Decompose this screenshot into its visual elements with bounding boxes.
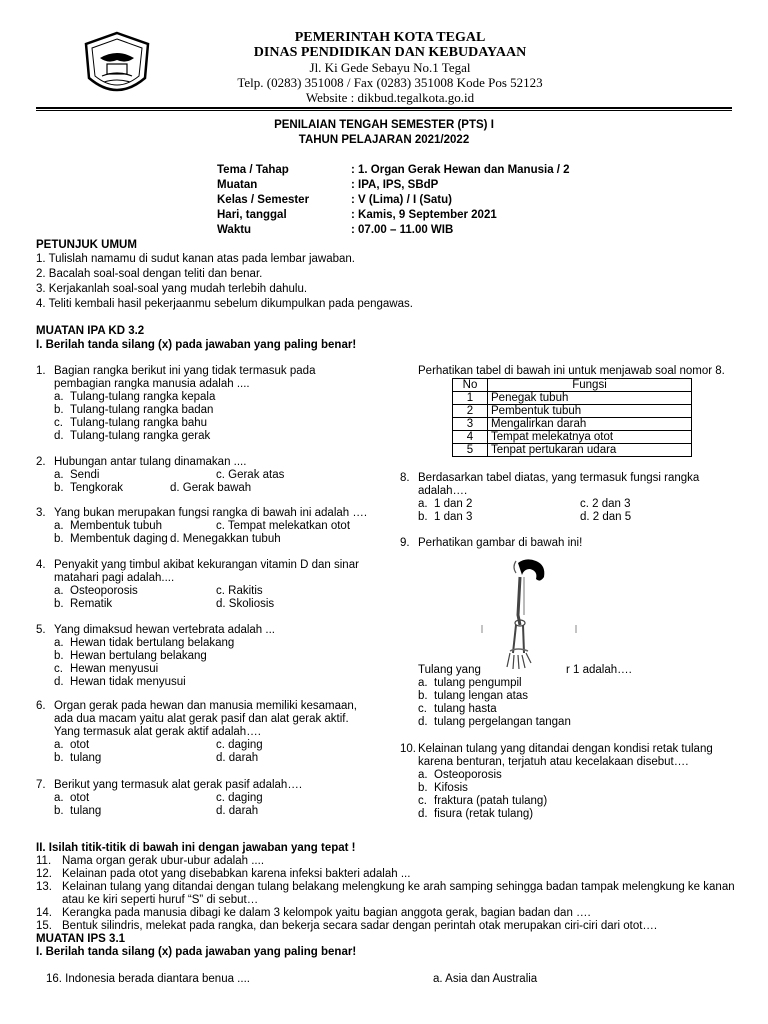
info-value: : Kamis, 9 September 2021 (351, 209, 497, 221)
question-5 (36, 624, 366, 689)
question-number: 10. (400, 743, 416, 755)
table-cell: Tenpat pertukaran udara (488, 444, 692, 457)
info-row (217, 163, 570, 178)
question-number: 6. (36, 700, 46, 712)
option-a[interactable]: a. tulang pengumpil (418, 677, 522, 689)
option-d[interactable]: d. fisura (retak tulang) (418, 808, 534, 820)
divider (36, 110, 732, 111)
question-text: Bagian rangka berikut ini yang tidak termasuk pada (54, 365, 316, 377)
table-row (453, 392, 692, 405)
kop-address: Jl. Ki Gede Sebayu No.1 Tegal (309, 60, 471, 75)
info-value: : 07.00 – 11.00 WIB (351, 224, 454, 236)
question-6 (36, 700, 376, 765)
info-row (217, 208, 570, 223)
question-text: ada dua macam yaitu alat gerak pasif dan alat gerak aktif. (54, 713, 349, 725)
question-text: Berikut yang termasuk alat gerak pasif adalah…. (54, 779, 303, 791)
info-key: Muatan (217, 179, 258, 191)
question-16: 16. Indonesia berada diantara benua .... (46, 973, 250, 985)
option-d[interactable]: d. darah (216, 805, 259, 817)
option-a[interactable]: a. Sendi (54, 469, 100, 481)
option-c[interactable]: c. daging (216, 739, 263, 751)
table-cell: 3 (453, 418, 488, 431)
table-cell: Mengalirkan darah (488, 418, 692, 431)
option-c[interactable]: c. fraktura (patah tulang) (418, 795, 548, 807)
question-number: 4. (36, 559, 46, 571)
option-a[interactable]: a. Tulang-tulang rangka kepala (54, 391, 216, 403)
option-d[interactable]: d. Skoliosis (216, 598, 275, 610)
function-table (452, 378, 692, 457)
instruction-item: 3. Kerjakanlah soal-soal yang mudah terlebih dahulu. (36, 283, 308, 295)
instruction-item: 2. Bacalah soal-soal dengan teliti dan benar. (36, 268, 263, 280)
ips-heading: MUATAN IPS 3.1 (36, 933, 126, 945)
question-10 (400, 743, 740, 821)
kop-line1: PEMERINTAH KOTA TEGAL (294, 30, 486, 45)
table-cell: 4 (453, 431, 488, 444)
option-b[interactable]: b. Membentuk daging (54, 533, 168, 545)
short-answer-section (36, 842, 736, 959)
table-cell: Penegak tubuh (488, 392, 692, 405)
short-answer-item: 14. Kerangka pada manusia dibagi ke dalam 3 kelompok yaitu bagian anggota gerak, bagian badan dan …. (36, 907, 591, 919)
question-number: 1. (36, 365, 46, 377)
option-a[interactable]: a. Hewan tidak bertulang belakang (54, 637, 235, 649)
info-row (217, 178, 570, 193)
title-line2: TAHUN PELAJARAN 2021/2022 (298, 134, 470, 146)
question-text: karena benturan, terjatuh atau kecelakaan disebut…. (418, 756, 689, 768)
option-b[interactable]: b. tulang lengan atas (418, 690, 528, 702)
option-c[interactable]: c. 2 dan 3 (580, 498, 631, 510)
question-2 (36, 456, 366, 495)
short-answer-item: 13. Kelainan tulang yang ditandai dengan tulang belakang melengkung ke arah samping sehingga badan tampak melengkung ke kanan (36, 881, 735, 893)
option-c[interactable]: c. Gerak atas (216, 469, 285, 481)
question-text: Tulang yang (418, 664, 481, 676)
option-c[interactable]: c. Tulang-tulang rangka bahu (54, 417, 208, 429)
exam-info (217, 163, 570, 238)
option-b[interactable]: b. Kifosis (418, 782, 468, 794)
title-line1: PENILAIAN TENGAH SEMESTER (PTS) I (274, 119, 494, 131)
option-c[interactable]: c. tulang hasta (418, 703, 497, 715)
question-text: Organ gerak pada hewan dan manusia memiliki kesamaan, (54, 700, 357, 712)
info-key: Hari, tanggal (217, 209, 287, 221)
table-cell: Tempat melekatnya otot (488, 431, 692, 444)
info-key: Tema / Tahap (217, 164, 289, 176)
option-d[interactable]: d. Gerak bawah (170, 482, 252, 494)
question-3 (36, 507, 376, 546)
option-b[interactable]: b. Tengkorak (54, 482, 124, 494)
info-key: Waktu (217, 224, 252, 236)
divider (36, 107, 732, 109)
option-a[interactable]: a. otot (54, 792, 90, 804)
option-d[interactable]: d. 2 dan 5 (580, 511, 632, 523)
option-a[interactable]: a. Asia dan Australia (433, 973, 538, 985)
option-b[interactable]: b. tulang (54, 752, 102, 764)
kop-line2: DINAS PENDIDIKAN DAN KEBUDAYAAN (253, 45, 527, 60)
table-header: Fungsi (488, 379, 692, 392)
option-d[interactable]: d. Menegakkan tubuh (170, 533, 281, 545)
option-d[interactable]: d. Hewan tidak menyusui (54, 676, 186, 688)
question-text: adalah…. (418, 485, 468, 497)
instruction-item: 4. Teliti kembali hasil pekerjaanmu sebelum dikumpulkan pada pengawas. (36, 298, 413, 310)
short-answer-item: 15. Bentuk silindris, melekat pada rangka, dan bekerja secara sadar dengan perintah otak merupakan ciri-ciri dari otot…. (36, 920, 658, 932)
question-number: 3. (36, 507, 46, 519)
instructions-heading: PETUNJUK UMUM (36, 239, 137, 251)
short-answer-heading: II. Isilah titik-titik di bawah ini dengan jawaban yang tepat ! (36, 842, 356, 854)
arm-bone-image (480, 555, 580, 670)
table-row (453, 405, 692, 418)
option-d[interactable]: d. tulang pergelangan tangan (418, 716, 571, 728)
table-cell: 2 (453, 405, 488, 418)
option-c[interactable]: c. Hewan menyusui (54, 663, 159, 675)
short-answer-item: 12. Kelainan pada otot yang disebabkan karena infeksi bakteri adalah ... (36, 868, 411, 880)
table-row (453, 431, 692, 444)
table-cell: 1 (453, 392, 488, 405)
question-text: Kelainan tulang yang ditandai dengan kondisi retak tulang (418, 743, 713, 755)
question-text: Yang dimaksud hewan vertebrata adalah ... (54, 624, 275, 636)
option-c[interactable]: c. Rakitis (216, 585, 263, 597)
info-row (217, 193, 570, 208)
question-number: 9. (400, 537, 410, 549)
question-9 (400, 537, 730, 550)
kop-website: Website : dikbud.tegalkota.go.id (305, 90, 475, 105)
instructions (36, 238, 413, 312)
option-b[interactable]: b. 1 dan 3 (418, 511, 473, 523)
table-intro: Perhatikan tabel di bawah ini untuk menjawab soal nomor 8. (418, 365, 725, 377)
question-number: 5. (36, 624, 46, 636)
info-row (217, 223, 570, 238)
info-key: Kelas / Semester (217, 194, 310, 206)
kop-phone: Telp. (0283) 351008 / Fax (0283) 351008 Kode Pos 52123 (237, 75, 543, 90)
table-row (453, 444, 692, 457)
option-a[interactable]: a. Osteoporosis (418, 769, 502, 781)
question-text: Yang termasuk alat gerak aktif adalah…. (54, 726, 261, 738)
option-b[interactable]: b. tulang (54, 805, 102, 817)
table-cell: 5 (453, 444, 488, 457)
ipa-instruction: I. Berilah tanda silang (x) pada jawaban yang paling benar! (36, 339, 357, 351)
instruction-item: 1. Tulislah namamu di sudut kanan atas pada lembar jawaban. (36, 253, 356, 265)
exam-title (0, 118, 768, 148)
option-b[interactable]: b. Rematik (54, 598, 113, 610)
table-header: No (453, 379, 488, 392)
option-c[interactable]: c. daging (216, 792, 263, 804)
question-text: Yang bukan merupakan fungsi rangka di bawah ini adalah …. (54, 507, 368, 519)
table-cell: Pembentuk tubuh (488, 405, 692, 418)
info-value: : V (Lima) / I (Satu) (351, 194, 452, 206)
option-a[interactable]: a. Membentuk tubuh (54, 520, 163, 532)
question-text: Penyakit yang timbul akibat kekurangan vitamin D dan sinar (54, 559, 359, 571)
option-d[interactable]: d. darah (216, 752, 259, 764)
ipa-heading: MUATAN IPA KD 3.2 (36, 325, 145, 337)
question-text: pembagian rangka manusia adalah .... (54, 378, 250, 390)
logo (80, 30, 154, 102)
option-d[interactable]: d. Tulang-tulang rangka gerak (54, 430, 211, 442)
question-text: r 1 adalah…. (566, 664, 632, 676)
question-text: matahari pagi adalah.... (54, 572, 175, 584)
question-number: 7. (36, 779, 46, 791)
question-number: 2. (36, 456, 46, 468)
option-c[interactable]: c. Tempat melekatkan otot (216, 520, 351, 532)
option-a[interactable]: a. 1 dan 2 (418, 498, 473, 510)
question-9-continued (418, 664, 728, 729)
short-answer-item-cont: atau ke kiri seperti huruf “S” di sebut… (62, 894, 259, 906)
option-a[interactable]: a. otot (54, 739, 90, 751)
option-b[interactable]: b. Hewan bertulang belakang (54, 650, 207, 662)
info-value: : IPA, IPS, SBdP (351, 179, 439, 191)
option-a[interactable]: a. Osteoporosis (54, 585, 138, 597)
question-number: 8. (400, 472, 410, 484)
ipa-section (36, 324, 356, 352)
info-value: : 1. Organ Gerak Hewan dan Manusia / 2 (351, 164, 570, 176)
letterhead (160, 30, 620, 105)
question-text: Perhatikan gambar di bawah ini! (418, 537, 583, 549)
question-4 (36, 559, 376, 611)
short-answer-item: 11. Nama organ gerak ubur-ubur adalah .... (36, 855, 265, 867)
question-text: Berdasarkan tabel diatas, yang termasuk fungsi rangka (418, 472, 700, 484)
question-7 (36, 779, 366, 818)
option-b[interactable]: b. Tulang-tulang rangka badan (54, 404, 214, 416)
question-1 (36, 365, 366, 443)
table-row (453, 418, 692, 431)
question-text: Hubungan antar tulang dinamakan .... (54, 456, 247, 468)
question-8 (400, 472, 730, 524)
ips-instruction: I. Berilah tanda silang (x) pada jawaban yang paling benar! (36, 946, 357, 958)
